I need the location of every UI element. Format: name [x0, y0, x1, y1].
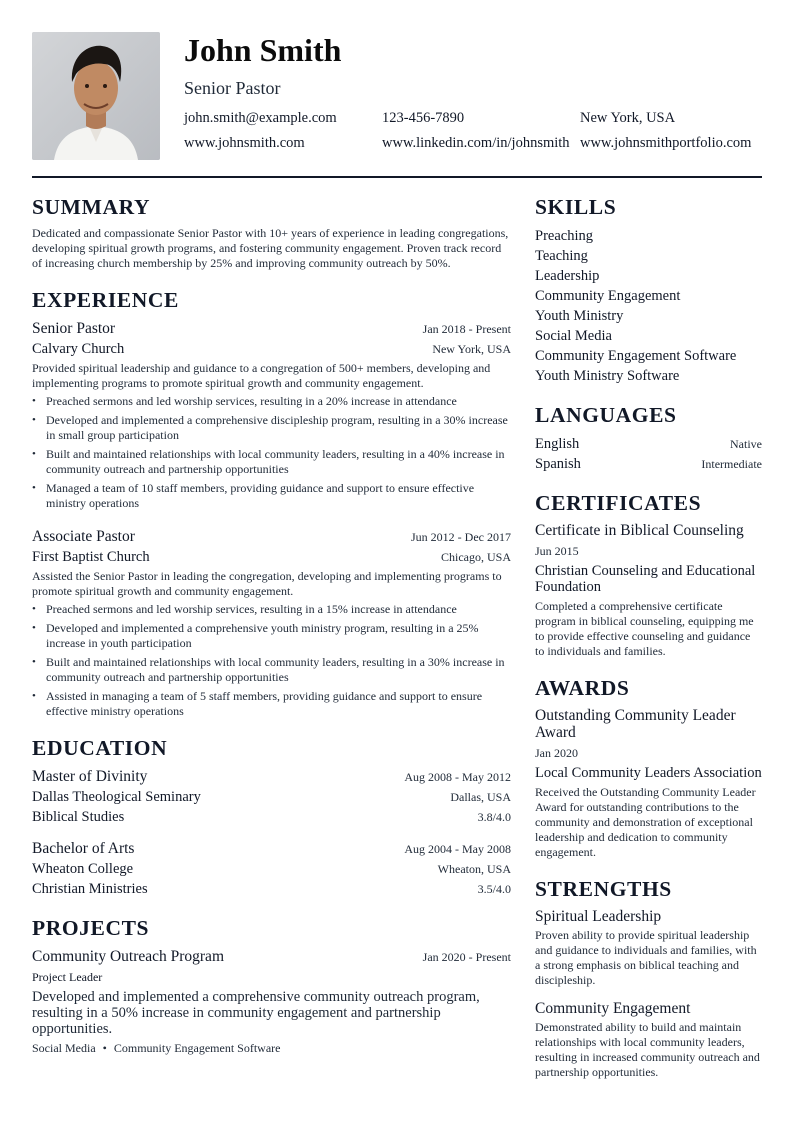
project-tag: Community Engagement Software	[113, 1041, 281, 1055]
project-dates: Jan 2020 - Present	[422, 950, 511, 964]
language-item	[535, 434, 762, 454]
skill-item: Teaching	[535, 248, 588, 264]
sidebar-column	[535, 194, 762, 1096]
education-heading: EDUCATION	[32, 736, 168, 760]
profile-photo	[32, 32, 160, 160]
languages-heading: LANGUAGES	[535, 403, 677, 427]
candidate-name: John Smith	[184, 32, 342, 68]
job-location: New York, USA	[432, 342, 511, 356]
skill-item: Community Engagement	[535, 288, 681, 304]
field-of-study: Biblical Studies	[32, 809, 125, 825]
job-bullet: • Developed and implemented a comprehensive discipleship program, resulting in a 30% increase in small group participation	[32, 413, 511, 443]
projects-heading: PROJECTS	[32, 916, 150, 940]
project-description: Developed and implemented a comprehensive community outreach program, resulting in a 50% increase in community engagement and partnership opportunities.	[32, 989, 480, 1037]
location-text: New York, USA	[580, 110, 676, 126]
resume-header	[32, 32, 762, 160]
website-link[interactable]: www.johnsmith.com	[184, 135, 305, 151]
portfolio-link[interactable]: www.johnsmithportfolio.com	[580, 135, 752, 151]
strengths-section	[535, 876, 762, 1080]
skills-heading: SKILLS	[535, 195, 617, 219]
job-bullets	[32, 602, 511, 719]
linkedin-link[interactable]: www.linkedin.com/in/johnsmith	[382, 135, 570, 151]
job-bullet: • Developed and implemented a comprehensive youth ministry program, resulting in a 25% increase in youth participation	[32, 621, 511, 651]
education-section	[32, 735, 511, 899]
job-bullet: • Preached sermons and led worship services, resulting in a 15% increase in attendance	[32, 602, 511, 617]
award-title: Outstanding Community Leader Award	[535, 707, 736, 741]
strength-description: Demonstrated ability to build and maintain relationships with local community leaders, resulting in increased community outreach and partnership opportunities.	[535, 1020, 760, 1079]
job-entry	[32, 319, 511, 511]
school: Wheaton College	[32, 861, 134, 877]
skill-item: Preaching	[535, 228, 593, 244]
project-role: Project Leader	[32, 970, 103, 984]
experience-heading: EXPERIENCE	[32, 288, 179, 312]
project-tags	[32, 1040, 511, 1056]
strength-title: Community Engagement	[535, 1000, 691, 1017]
header-divider	[32, 176, 762, 178]
summary-heading: SUMMARY	[32, 195, 151, 219]
certificate-description: Completed a comprehensive certificate program in biblical counseling, equipping me to provide effective counseling and guidance to individuals and families.	[535, 599, 754, 658]
email-link[interactable]: john.smith@example.com	[184, 110, 337, 126]
project-tag: Social Media	[32, 1041, 96, 1055]
degree: Master of Divinity	[32, 768, 148, 785]
language-item	[535, 454, 762, 474]
candidate-title: Senior Pastor	[184, 78, 281, 98]
skill-item: Youth Ministry Software	[535, 368, 680, 384]
gpa: 3.5/4.0	[477, 882, 511, 896]
skills-section	[535, 194, 762, 386]
project-name: Community Outreach Program	[32, 948, 224, 965]
education-dates: Aug 2004 - May 2008	[404, 842, 511, 856]
strength-title: Spiritual Leadership	[535, 908, 662, 925]
skill-item: Leadership	[535, 268, 600, 284]
job-bullet: • Preached sermons and led worship services, resulting in a 20% increase in attendance	[32, 394, 511, 409]
awards-section	[535, 675, 762, 860]
award-description: Received the Outstanding Community Leader Award for outstanding contributions to the community and demonstration of exceptional leadership and dedication to community engagement.	[535, 785, 756, 859]
award-date: Jan 2020	[535, 746, 578, 760]
contact-info	[184, 109, 764, 152]
field-of-study: Christian Ministries	[32, 881, 148, 897]
experience-section	[32, 287, 511, 719]
job-org: Calvary Church	[32, 341, 125, 357]
job-org: First Baptist Church	[32, 549, 150, 565]
degree: Bachelor of Arts	[32, 840, 135, 857]
strength-description: Proven ability to provide spiritual leadership and guidance to individuals and families, with a strong emphasis on biblical teaching and discipleship.	[535, 928, 757, 987]
job-description: Assisted the Senior Pastor in leading the congregation, developing and implementing programs to promote spiritual growth and community engagement.	[32, 569, 502, 598]
job-bullet: • Built and maintained relationships with local community leaders, resulting in a 40% increase in community outreach and partnership opportunities	[32, 447, 511, 477]
strengths-heading: STRENGTHS	[535, 877, 672, 901]
summary-text: Dedicated and compassionate Senior Pastor with 10+ years of experience in leading congregations, developing spiritual growth programs, and fostering community engagement. Proven track record of increasing church membership by 25% and improving community outreach by 50%.	[32, 226, 509, 270]
certificate-title: Certificate in Biblical Counseling	[535, 522, 744, 539]
main-column	[32, 194, 511, 1072]
projects-section	[32, 915, 511, 1056]
language-level: Native	[730, 437, 762, 451]
gpa: 3.8/4.0	[477, 810, 511, 824]
phone-number: 123-456-7890	[382, 110, 465, 126]
tag-separator: •	[102, 1041, 107, 1055]
job-entry	[32, 527, 511, 719]
job-description: Provided spiritual leadership and guidance to a congregation of 500+ members, developing and implementing programs to promote spiritual growth and community engagement.	[32, 361, 491, 390]
language-level: Intermediate	[701, 457, 762, 471]
job-role: Associate Pastor	[32, 528, 135, 545]
school-location: Dallas, USA	[450, 790, 511, 804]
job-dates: Jan 2018 - Present	[422, 322, 511, 336]
project-entry	[32, 947, 511, 1056]
job-bullets	[32, 394, 511, 511]
job-role: Senior Pastor	[32, 320, 116, 337]
certificates-section	[535, 490, 762, 659]
award-issuer: Local Community Leaders Association	[535, 765, 762, 781]
skill-item: Social Media	[535, 328, 612, 344]
summary-section	[32, 194, 511, 271]
job-bullet: • Assisted in managing a team of 5 staff members, providing guidance and support to ensure effective ministry operations	[32, 689, 511, 719]
education-entry	[32, 839, 511, 899]
education-dates: Aug 2008 - May 2012	[404, 770, 511, 784]
certificates-heading: CERTIFICATES	[535, 491, 702, 515]
certificate-date: Jun 2015	[535, 544, 579, 558]
language-name: Spanish	[535, 456, 581, 472]
education-entry	[32, 767, 511, 827]
strength-item	[535, 1000, 762, 1080]
job-bullet: • Built and maintained relationships with local community leaders, resulting in a 30% increase in community outreach and partnership opportunities	[32, 655, 511, 685]
languages-section	[535, 402, 762, 474]
job-location: Chicago, USA	[441, 550, 511, 564]
skill-item: Youth Ministry	[535, 308, 624, 324]
school: Dallas Theological Seminary	[32, 789, 201, 805]
skill-item: Community Engagement Software	[535, 348, 737, 364]
job-dates: Jun 2012 - Dec 2017	[411, 530, 511, 544]
awards-heading: AWARDS	[535, 676, 630, 700]
language-name: English	[535, 436, 580, 452]
certificate-issuer: Christian Counseling and Educational Foundation	[535, 563, 756, 595]
job-bullet: • Managed a team of 10 staff members, providing guidance and support to ensure effective ministry operations	[32, 481, 511, 511]
strength-item	[535, 908, 762, 988]
school-location: Wheaton, USA	[437, 862, 511, 876]
